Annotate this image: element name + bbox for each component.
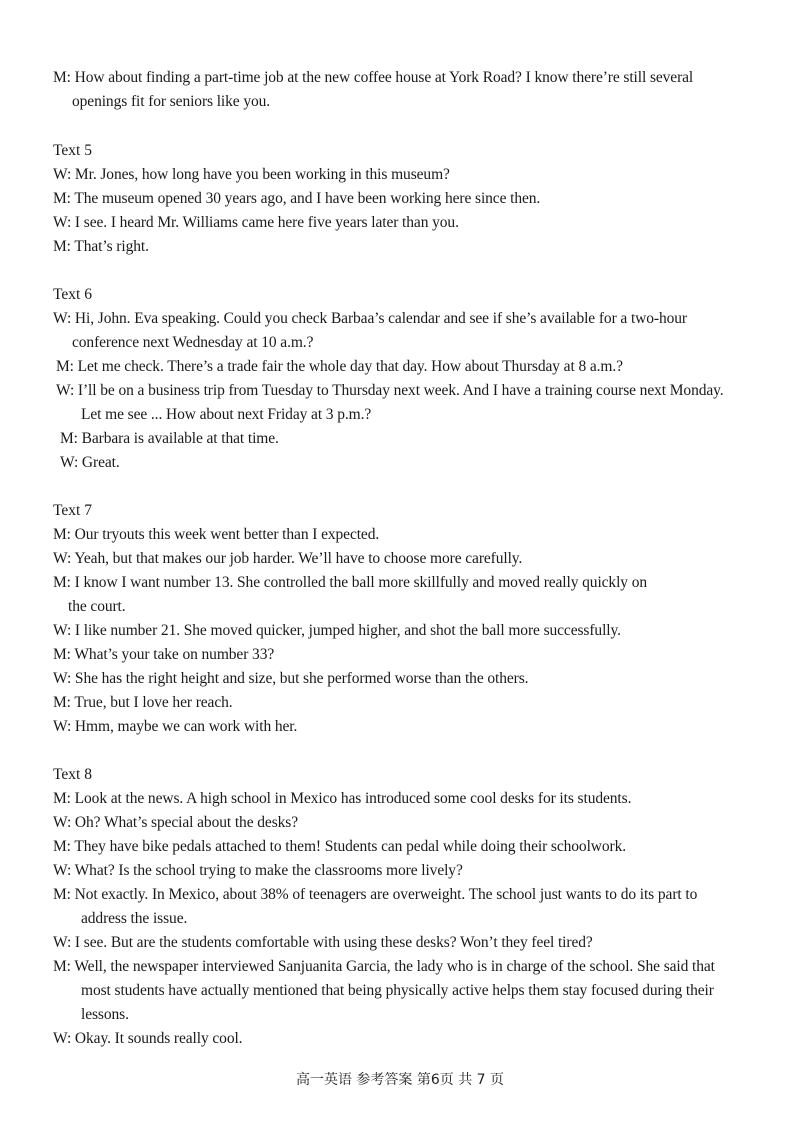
text8-line: address the issue. [81, 910, 188, 927]
text8-line: M: They have bike pedals attached to them! Students can pedal while doing their schoolwork. [53, 838, 627, 855]
text8-line: M: Not exactly. In Mexico, about 38% of teenagers are overweight. The school just wants to do its part to [53, 886, 698, 903]
text7-line: W: Hmm, maybe we can work with her. [53, 718, 298, 735]
text5-line: W: I see. I heard Mr. Williams came here five years later than you. [53, 214, 459, 231]
text6-title: Text 6 [53, 286, 92, 303]
text7-line: M: Our tryouts this week went better than I expected. [53, 526, 380, 543]
text6-line: Let me see ... How about next Friday at 3 p.m.? [81, 406, 372, 423]
text8-line: W: Okay. It sounds really cool. [53, 1030, 243, 1047]
text6-line: conference next Wednesday at 10 a.m.? [72, 334, 314, 351]
text8-title: Text 8 [53, 766, 92, 783]
text8-line: lessons. [81, 1006, 129, 1023]
text7-line: M: I know I want number 13. She controlled the ball more skillfully and moved really quickly on [53, 574, 648, 591]
text8-line: most students have actually mentioned that being physically active helps them stay focused during their [81, 982, 714, 999]
text5-title: Text 5 [53, 142, 92, 159]
text8-line: W: Oh? What’s special about the desks? [53, 814, 298, 831]
text7-line: M: True, but I love her reach. [53, 694, 233, 711]
text6-line: M: Barbara is available at that time. [60, 430, 279, 447]
text7-line: W: I like number 21. She moved quicker, jumped higher, and shot the ball more successfully. [53, 622, 621, 639]
text6-line: W: Great. [60, 454, 120, 471]
text6-line: M: Let me check. There’s a trade fair the whole day that day. How about Thursday at 8 a.m.? [56, 358, 623, 375]
text7-line: the court. [68, 598, 126, 615]
text5-line: M: That’s right. [53, 238, 149, 255]
page-footer: 高一英语 参考答案 第6页 共 7 页 [295, 1072, 505, 1088]
text5-line: W: Mr. Jones, how long have you been working in this museum? [53, 166, 450, 183]
text8-line: M: Look at the news. A high school in Mexico has introduced some cool desks for its students. [53, 790, 632, 807]
text7-line: W: Yeah, but that makes our job harder. We’ll have to choose more carefully. [53, 550, 523, 567]
text7-line: M: What’s your take on number 33? [53, 646, 275, 663]
text8-line: W: I see. But are the students comfortable with using these desks? Won’t they feel tired? [53, 934, 593, 951]
text8-line: W: What? Is the school trying to make the classrooms more lively? [53, 862, 463, 879]
text8-line: M: Well, the newspaper interviewed Sanjuanita Garcia, the lady who is in charge of the school. She said that [53, 958, 715, 975]
text7-title: Text 7 [53, 502, 92, 519]
intro-line-1: M: How about finding a part-time job at the new coffee house at York Road? I know there’re still several [53, 69, 694, 86]
text7-line: W: She has the right height and size, but she performed worse than the others. [53, 670, 529, 687]
intro-line-2: openings fit for seniors like you. [72, 93, 271, 110]
text6-line: W: I’ll be on a business trip from Tuesday to Thursday next week. And I have a training course next Monday. [56, 382, 724, 399]
text5-line: M: The museum opened 30 years ago, and I have been working here since then. [53, 190, 541, 207]
text6-line: W: Hi, John. Eva speaking. Could you check Barbaa’s calendar and see if she’s available for a two-hour [53, 310, 687, 327]
